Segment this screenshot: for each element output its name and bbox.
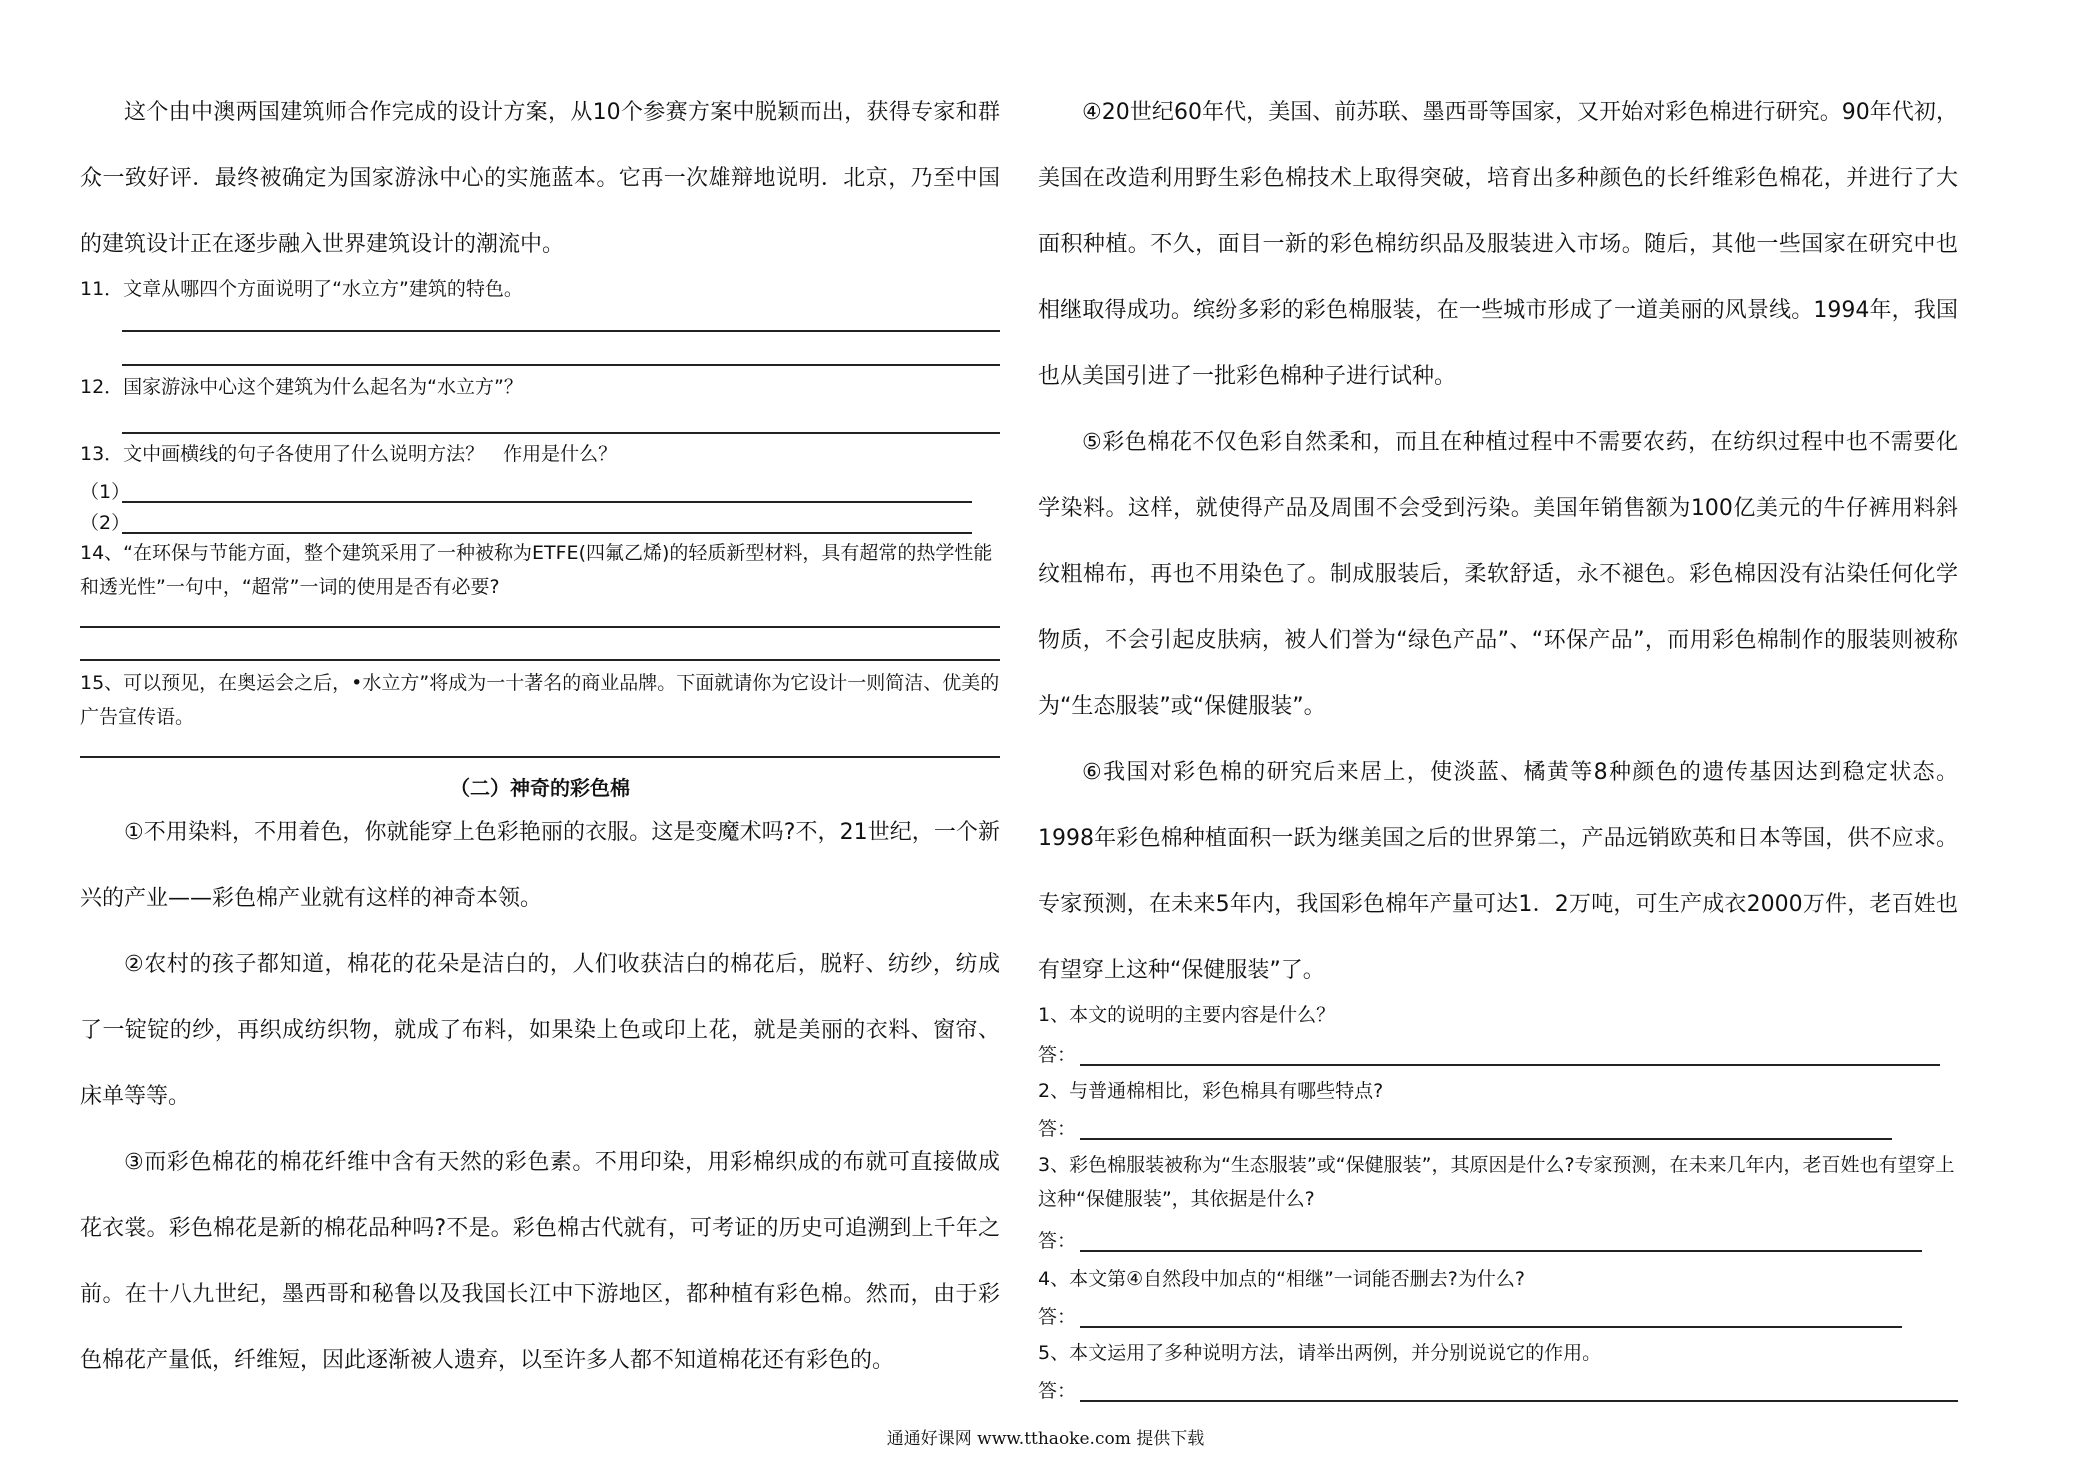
paragraph-6: ⑥我国对彩色棉的研究后来居上，使淡蓝、橘黄等8种颜色的遗传基因达到稳定状态。1998年彩色棉种植面积一跃为继美国之后的世界第二，产品远销欧英和日本等国，供不应求。 专家预测，在未来5年内，我国彩色棉年产量可达1．2万吨，可生产成衣2000万件，老百姓也有望穿上这种“保健服装”了。 [1038,760,1958,983]
answer-line-13-1[interactable] [122,501,972,503]
question-13-sub2-label: （2） [80,512,131,534]
answer-label-2: 答： [1038,1118,1077,1140]
question-1: 1、本文的说明的主要内容是什么？ [1038,1004,1336,1026]
question-2: 2、与普通棉相比，彩色棉具有哪些特点? [1038,1080,1384,1102]
answer-line-3[interactable] [1080,1250,1922,1252]
question-12: 12．国家游泳中心这个建筑为什么起名为“水立方”？ [80,376,523,398]
section-title: （二）神奇的彩色棉 [450,776,630,800]
answer-line-13-2[interactable] [122,532,972,534]
question-4: 4、本文第④自然段中加点的“相继”一词能否删去?为什么? [1038,1268,1525,1290]
answer-line-1[interactable] [1080,1064,1940,1066]
answer-label-3: 答： [1038,1230,1077,1252]
answer-line-12[interactable] [122,432,1000,434]
question-11: 11．文章从哪四个方面说明了“水立方”建筑的特色。 [80,278,523,300]
paragraph-2: ②农村的孩子都知道，棉花的花朵是洁白的，人们收获洁白的棉花后，脱籽、纺纱，纺成了一锭锭的纱，再织成纺织物，就成了布料，如果染上色或印上花，就是美丽的衣料、窗帘、床单等等。 [80,952,1000,1109]
paragraph-1: ①不用染料，不用着色，你就能穿上色彩艳丽的衣服。这是变魔术吗?不，21世纪，一个新兴的产业——彩色棉产业就有这样的神奇本领。 [80,820,1000,911]
question-3: 3、彩色棉服装被称为“生态服装”或“保健服装”，其原因是什么?专家预测，在未来几年内，老百姓也有望穿上这种“保健服装”，其依据是什么? [1038,1154,1955,1210]
answer-line-5[interactable] [1080,1400,1958,1402]
question-14: 14、“在环保与节能方面，整个建筑采用了一种被称为ETFE(四氟乙烯)的轻质新型材料，具有超常的热学性能和透光性”一句中，“超常”一词的使用是否有必要? [80,542,993,598]
answer-label-4: 答： [1038,1306,1077,1328]
paragraph-4: ④20世纪60年代，美国、前苏联、墨西哥等国家，又开始对彩色棉进行研究。90年代初，美国在改造利用野生彩色棉技术上取得突破，培育出多种颜色的长纤维彩色棉花，并进行了大面积种植。不久，面目一新的彩色棉纺织品及服装进入市场。随后，其他一些国家在研究中也相继取得成功。缤纷多彩的彩色棉服装，在一些城市形成了一道美丽的风景线。1994年，我国也从美国引进了一批彩色棉种子进行试种。 [1038,100,1958,389]
answer-line-15[interactable] [80,756,1000,758]
answer-line-2[interactable] [1080,1138,1892,1140]
answer-line-11b[interactable] [122,364,1000,366]
question-13-sub1-label: （1） [80,481,131,503]
question-13: 13．文中画横线的句子各使用了什么说明方法？ 作用是什么？ [80,443,618,465]
answer-line-14b[interactable] [80,659,1000,661]
question-15: 15、可以预见，在奥运会之后，•水立方”将成为一十著名的商业品牌。下面就请你为它设计一则简洁、优美的广告宣传语。 [80,672,1000,728]
answer-line-11a[interactable] [122,330,1000,332]
intro-paragraph: 这个由中澳两国建筑师合作完成的设计方案，从10个参赛方案中脱颖而出，获得专家和群众一致好评．最终被确定为国家游泳中心的实施蓝本。它再一次雄辩地说明．北京，乃至中国的建筑设计正在逐步融入世界建筑设计的潮流中。 [80,100,1000,257]
footer-watermark: 通通好课网 www.tthaoke.com 提供下载 [886,1429,1205,1449]
answer-label-5: 答： [1038,1380,1077,1402]
paragraph-5: ⑤彩色棉花不仅色彩自然柔和，而且在种植过程中不需要农药，在纺织过程中也不需要化学染料。这样，就使得产品及周围不会受到污染。美国年销售额为100亿美元的牛仔裤用料斜纹粗棉布，再也不用染色了。制成服装后，柔软舒适，永不褪色。彩色棉因没有沾染任何化学物质，不会引起皮肤病，被人们誉为“绿色产品”、“环保产品”，而用彩色棉制作的服装则被称为“生态服装”或“保健服装”。 [1038,430,1958,719]
question-5: 5、本文运用了多种说明方法，请举出两例，并分别说说它的作用。 [1038,1342,1602,1364]
answer-label-1: 答： [1038,1044,1077,1066]
paragraph-3: ③而彩色棉花的棉花纤维中含有天然的彩色素。不用印染，用彩棉织成的布就可直接做成花衣裳。彩色棉花是新的棉花品种吗?不是。彩色棉古代就有，可考证的历史可追溯到上千年之前。在十八九世纪，墨西哥和秘鲁以及我国长江中下游地区，都种植有彩色棉。然而，由于彩色棉花产量低，纤维短，因此逐渐被人遗弃，以至许多人都不知道棉花还有彩色的。 [80,1150,1000,1373]
answer-line-14a[interactable] [80,626,1000,628]
answer-line-4[interactable] [1080,1326,1902,1328]
